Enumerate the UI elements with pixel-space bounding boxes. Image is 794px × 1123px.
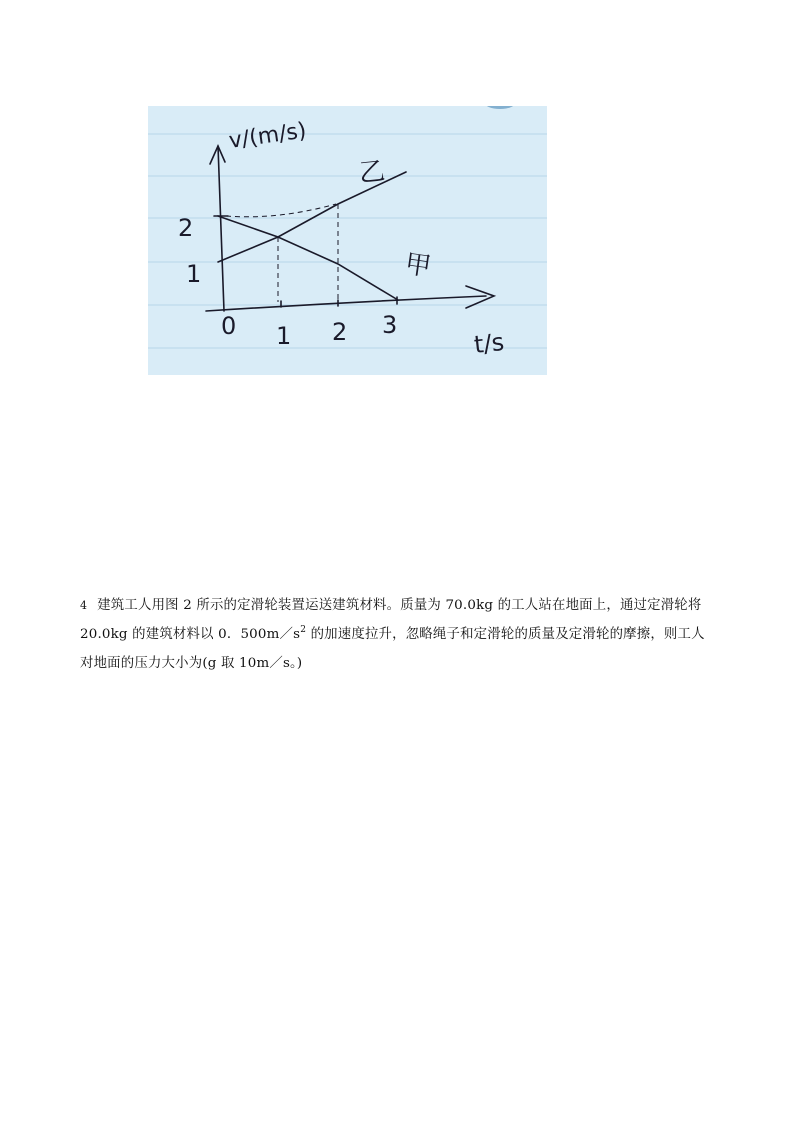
y-axis-arrow [210,146,225,164]
graph-drawing [148,106,547,375]
question-number: 4 [80,599,88,612]
question-4 [80,591,716,678]
line-yi-label: 乙 [357,156,387,189]
question-text-part-2: 的加速度拉升，忽略绳子和定滑轮的质量及定滑轮的摩擦，则工人对地面的压力大小为(g 取 10m／s。) [80,627,705,671]
x-axis [206,296,486,311]
line-jia [218,216,398,300]
y-tick-label-2: 2 [178,214,194,242]
question-text [80,591,716,678]
y-axis [218,146,224,311]
velocity-time-graph-photo [148,106,547,375]
x-axis-label: t/s [472,327,506,359]
corner-smudge [484,106,516,109]
y-tick-label-1: 1 [186,260,202,288]
line-jia-label: 甲 [403,249,433,283]
exponent: 2 [300,625,307,635]
x-tick-label-2: 2 [332,318,348,346]
y-axis-label: v/(m/s) [227,118,308,154]
x-tick-label-1: 1 [276,322,292,350]
x-tick-label-0: 0 [221,312,237,340]
x-tick-label-3: 3 [382,311,398,339]
question-text-part-1: 建筑工人用图 2 所示的定滑轮装置运送建筑材料。质量为 70.0kg 的工人站在地面上，通过定滑轮将 20.0kg 的建筑材料以 0．500m／s [80,598,702,642]
